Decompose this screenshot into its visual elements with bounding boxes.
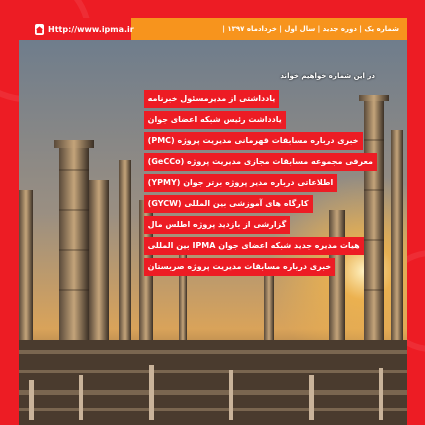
header-bar	[19, 18, 407, 40]
website-url[interactable]: Http://www.ipma.ir	[48, 24, 134, 34]
contents-item: کارگاه های آموزشی بین المللی (GYCW)	[144, 195, 313, 213]
contents-intro: در این شماره خواهیم خواند	[280, 72, 375, 80]
contents-item: اطلاعاتی درباره مدیر پروژه برتر جوان (YPMY)	[144, 174, 338, 192]
home-icon	[35, 24, 44, 35]
issue-info: شماره یک | دوره جدید | سال اول | خردادماه ۱۳۹۷ |	[222, 25, 399, 33]
contents-list	[144, 90, 377, 276]
contents-item: معرفی مجموعه مسابقات مجازی مدیریت پروژه (GeCCo)	[144, 153, 377, 171]
website-link[interactable]	[19, 18, 134, 40]
contents-item: گزارشی از بازدید پروژه اطلس مال	[144, 216, 291, 234]
contents-item: یادداشت رئیس شبکه اعضای جوان	[144, 111, 286, 129]
contents-item: خبری درباره مسابقات قهرمانی مدیریت پروژه (PMC)	[144, 132, 363, 150]
contents-item: خبری درباره مسابقات مدیریت پروژه صربستان	[144, 258, 335, 276]
contents-item: هیات مدیره جدید شبکه اعضای جوان IPMA بین المللی	[144, 237, 364, 255]
contents-item: یادداشتی از مدیرمسئول خبرنامه	[144, 90, 280, 108]
